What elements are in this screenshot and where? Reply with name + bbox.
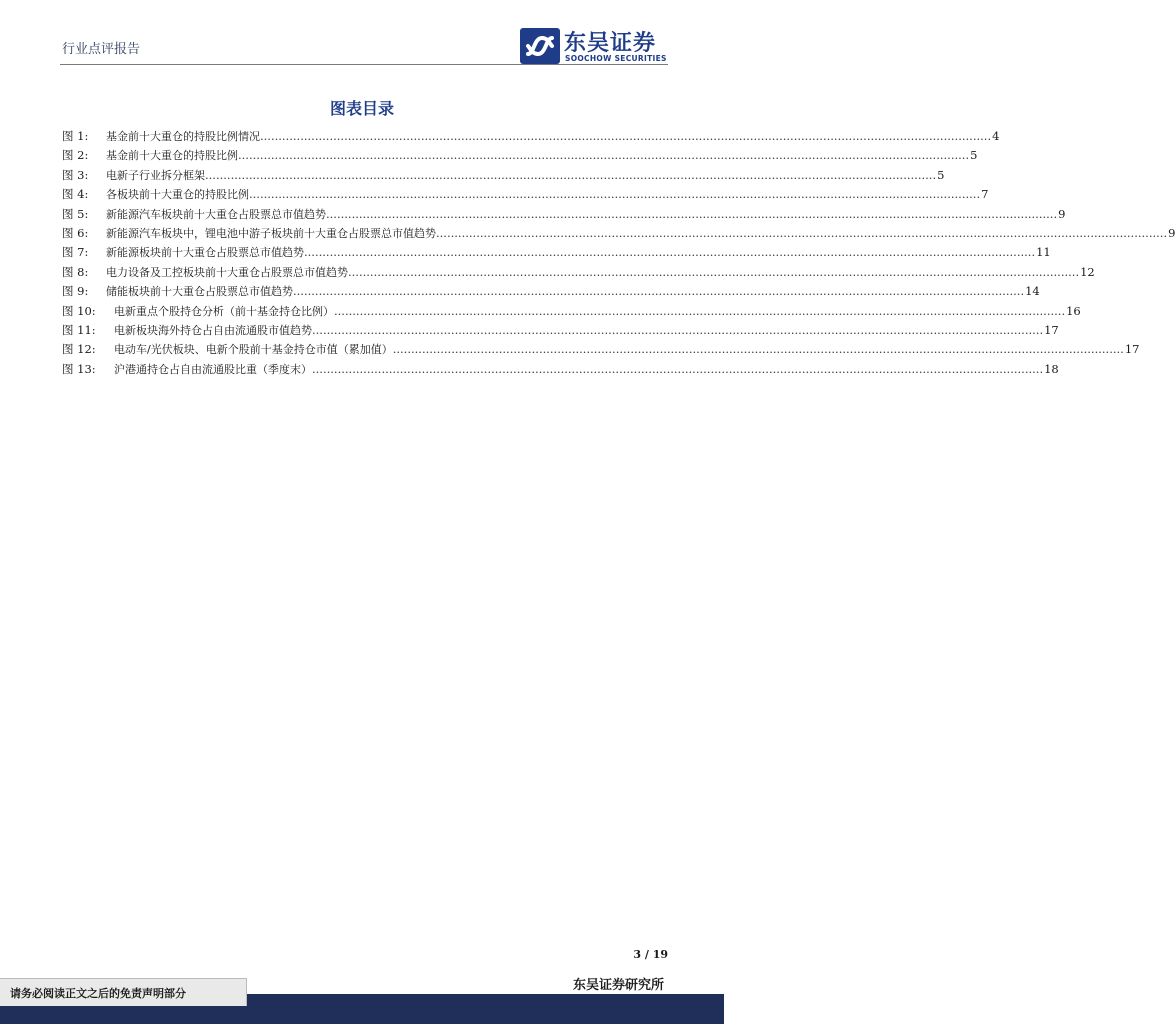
toc-leader-dots: ........................................................................................................................................................................................................	[392, 342, 1124, 357]
toc-entry[interactable]	[62, 340, 1140, 359]
toc-entry-page: 9	[1168, 225, 1175, 240]
disclaimer-text: 请务必阅读正文之后的免责声明部分	[10, 987, 186, 1000]
toc-entry-label: 图 4:	[62, 187, 89, 202]
toc-entry[interactable]	[62, 360, 1059, 379]
company-logo	[520, 26, 680, 66]
toc-entry-title: 新能源板块前十大重仓占股票总市值趋势	[106, 246, 304, 260]
toc-entry-page: 4	[992, 129, 1000, 143]
toc-entry[interactable]	[62, 166, 945, 185]
toc-entry-title: 基金前十大重仓的持股比例	[106, 149, 238, 163]
toc-entry-page: 18	[1044, 361, 1059, 376]
toc-entry-title: 新能源汽车板块前十大重仓占股票总市值趋势	[106, 207, 326, 221]
toc-entry[interactable]	[62, 127, 1000, 146]
toc-leader-dots: ........................................................................................................................................................................................................	[249, 187, 981, 202]
toc-entry-page: 11	[1036, 245, 1051, 260]
toc-entry-title: 电力设备及工控板块前十大重仓占股票总市值趋势	[106, 265, 348, 279]
toc-entry-label: 图 5:	[62, 206, 89, 221]
toc-entry[interactable]	[62, 146, 978, 165]
toc-entry-page: 5	[937, 167, 945, 182]
toc-entry-label: 图 11:	[62, 322, 96, 337]
toc-entry-label: 图 9:	[62, 284, 89, 299]
toc-leader-dots: ........................................................................................................................................................................................................	[260, 129, 992, 143]
toc-entry-page: 16	[1066, 303, 1081, 318]
soochow-logo-icon	[520, 28, 560, 64]
toc-entry[interactable]	[62, 263, 1095, 282]
footer-organization: 东吴证券研究所	[572, 978, 664, 993]
toc-entry[interactable]	[62, 321, 1059, 340]
toc-title: 图表目录	[329, 99, 394, 118]
toc-entry-label: 图 6:	[62, 225, 89, 240]
report-type-label: 行业点评报告	[62, 42, 141, 57]
toc-leader-dots: ........................................................................................................................................................................................................	[304, 245, 1036, 260]
toc-leader-dots: ........................................................................................................................................................................................................	[334, 303, 1066, 318]
toc-entry[interactable]	[62, 302, 1081, 321]
toc-entry-page: 17	[1124, 342, 1140, 357]
toc-entry-label: 图 8:	[62, 264, 89, 279]
toc-entry-title: 各板块前十大重仓的持股比例	[106, 188, 249, 202]
toc-entry-page: 17	[1044, 322, 1059, 337]
toc-leader-dots: ........................................................................................................................................................................................................	[348, 264, 1080, 279]
toc-entry-title: 电新板块海外持仓占自由流通股市值趋势	[114, 323, 312, 337]
toc-entry-title: 电新子行业拆分框架	[106, 168, 205, 182]
logo-english-name: SOOCHOW SECURITIES	[565, 54, 667, 63]
toc-entry-title: 电动车/光伏板块、电新个股前十基金持仓市值（累加值）	[114, 343, 393, 357]
toc-entry-label: 图 3:	[62, 167, 89, 182]
toc-entry-page: 12	[1080, 264, 1095, 279]
disclaimer-box	[0, 978, 247, 1006]
toc-entry-label: 图 13:	[62, 361, 96, 376]
toc-entry-label: 图 12:	[62, 342, 96, 357]
toc-entry[interactable]	[62, 282, 1040, 301]
toc-entry-title: 新能源汽车板块中，锂电池中游子板块前十大重仓占股票总市值趋势	[106, 226, 436, 240]
toc-leader-dots: ........................................................................................................................................................................................................	[312, 322, 1044, 337]
toc-entry[interactable]	[62, 185, 989, 204]
toc-leader-dots: ........................................................................................................................................................................................................	[238, 148, 970, 163]
toc-entry-page: 7	[981, 187, 989, 202]
toc-entry[interactable]	[62, 224, 1175, 243]
toc-entry-label: 图 7:	[62, 245, 89, 260]
toc-entry[interactable]	[62, 205, 1066, 224]
toc-entry-page: 5	[970, 148, 978, 163]
toc-leader-dots: ........................................................................................................................................................................................................	[312, 361, 1044, 376]
toc-entry-label: 图 1:	[62, 129, 89, 143]
toc-entry-title: 基金前十大重仓的持股比例情况	[106, 130, 260, 143]
toc-entry-label: 图 10:	[62, 303, 96, 318]
toc-entry[interactable]	[62, 243, 1051, 262]
toc-entry-page: 9	[1058, 206, 1066, 221]
table-of-figures	[62, 127, 1175, 379]
toc-leader-dots: ........................................................................................................................................................................................................	[326, 206, 1058, 221]
logo-chinese-name: 东吴证券	[564, 31, 657, 56]
toc-entry-title: 储能板块前十大重仓占股票总市值趋势	[106, 285, 293, 299]
header-divider	[60, 64, 668, 65]
toc-entry-page: 14	[1025, 284, 1040, 299]
toc-entry-label: 图 2:	[62, 148, 89, 163]
toc-leader-dots: ........................................................................................................................................................................................................	[436, 225, 1168, 240]
page-number: 3 / 19	[633, 948, 668, 961]
toc-leader-dots: ........................................................................................................................................................................................................	[293, 284, 1025, 299]
toc-leader-dots: ........................................................................................................................................................................................................	[205, 167, 937, 182]
toc-entry-title: 电新重点个股持仓分析（前十基金持仓比例）	[114, 304, 334, 318]
toc-entry-title: 沪港通持仓占自由流通股比重（季度末）	[114, 362, 312, 376]
